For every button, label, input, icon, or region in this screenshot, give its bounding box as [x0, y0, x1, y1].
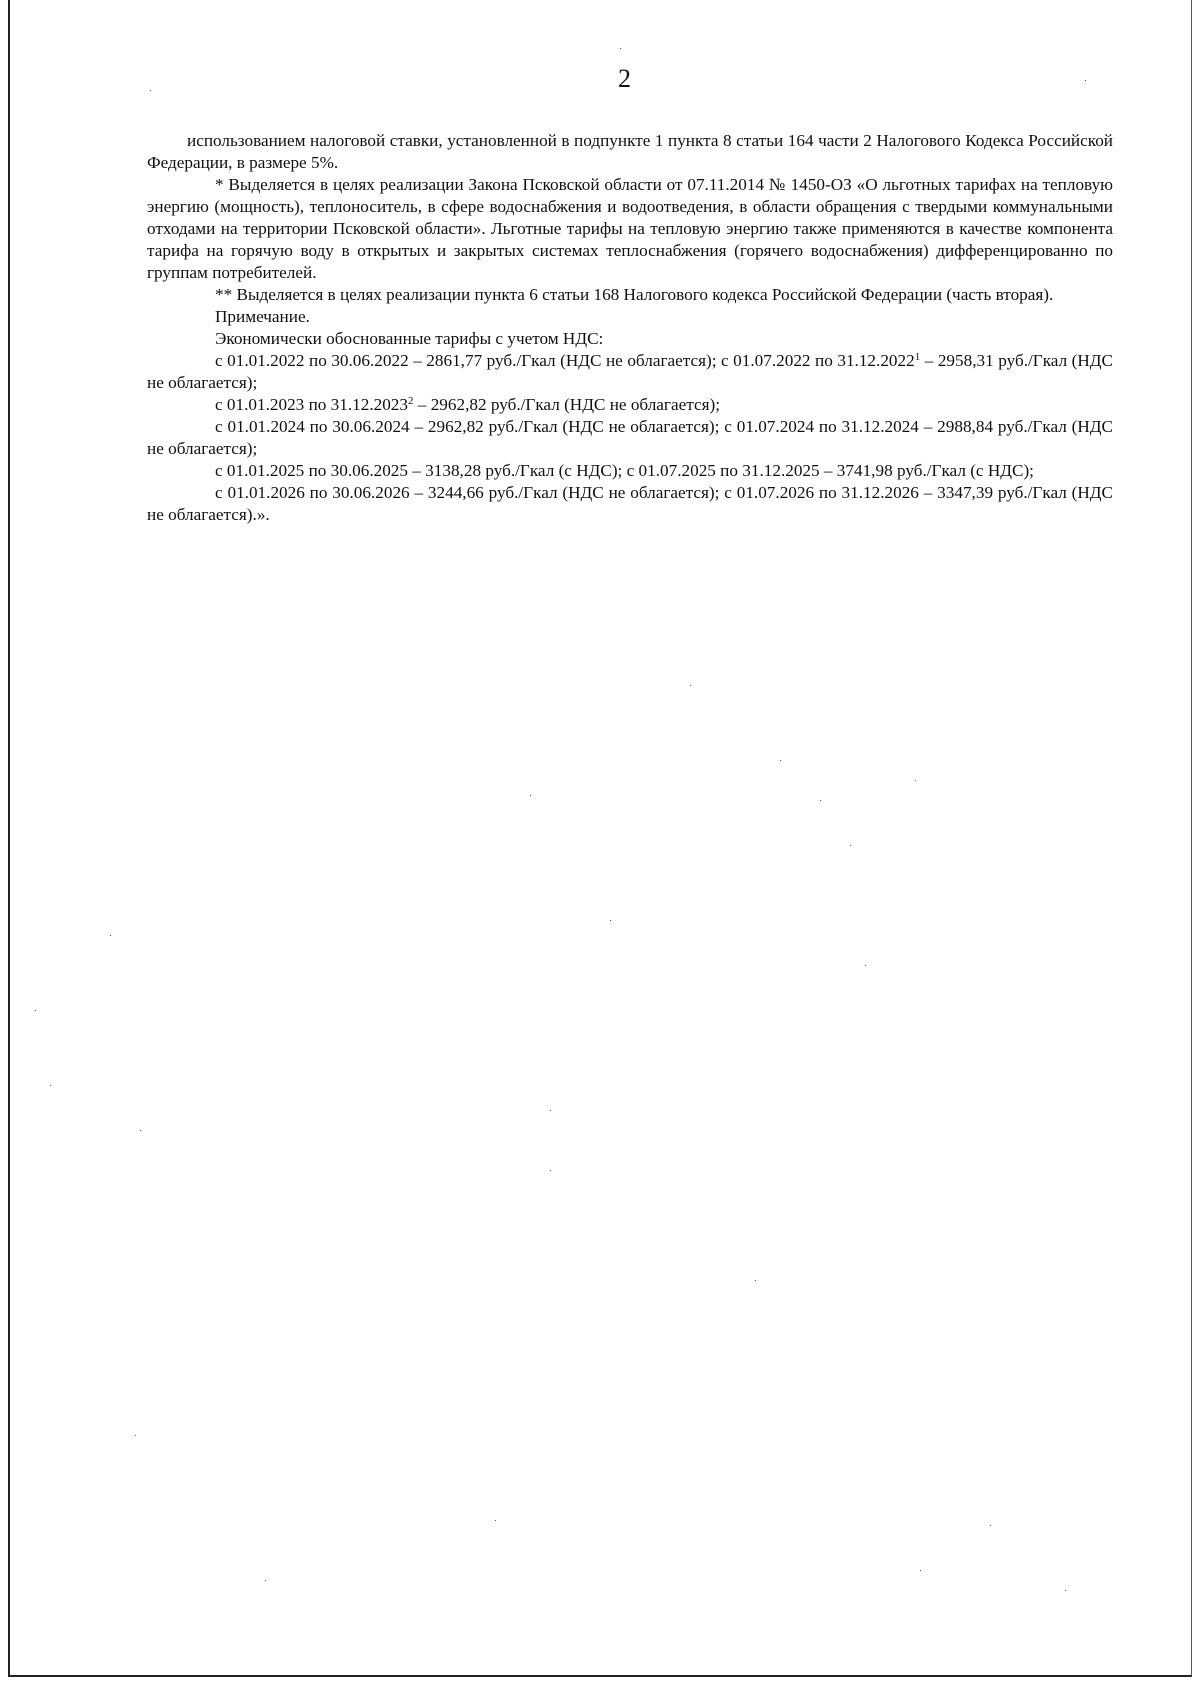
scan-speck — [780, 760, 781, 761]
footnote-mark-2: 2 — [408, 395, 414, 407]
document-body — [147, 130, 1113, 526]
tariff-line-2022 — [147, 350, 1113, 394]
scan-speck — [990, 1525, 991, 1526]
scan-speck — [140, 1130, 141, 1131]
scan-speck — [550, 1170, 551, 1171]
footnote-mark-1: 1 — [914, 351, 921, 363]
scan-speck — [135, 1435, 136, 1436]
scan-speck — [920, 1570, 921, 1571]
scan-speck — [690, 685, 691, 686]
scan-speck — [495, 1520, 496, 1521]
scan-speck — [915, 780, 916, 781]
tariff-2023-text-b: – 2962,82 руб./Гкал (НДС не облагается); — [413, 395, 720, 414]
scan-speck — [1065, 1590, 1066, 1591]
note-heading: Примечание. — [215, 307, 310, 326]
scan-speck — [265, 1580, 266, 1581]
document-page — [8, 0, 1192, 1677]
note-intro: Экономически обоснованные тарифы с учетом НДС: — [215, 329, 604, 348]
scan-speck — [610, 920, 611, 921]
scan-speck — [820, 800, 821, 801]
page-number: 2 — [618, 64, 631, 93]
scan-speck — [35, 1010, 36, 1011]
tariff-line-2024: с 01.01.2024 по 30.06.2024 – 2962,82 руб./Гкал (НДС не облагается); с 01.07.2024 по 31.12.2024 – 2988,84 руб./Гкал (НДС не облагается); — [147, 417, 1113, 458]
tariff-line-2023 — [147, 394, 1113, 416]
tariff-line-2025: с 01.01.2025 по 30.06.2025 – 3138,28 руб./Гкал (с НДС); с 01.07.2025 по 31.12.2025 – 3741,98 руб./Гкал (с НДС); — [215, 461, 1034, 480]
scan-speck — [150, 90, 151, 91]
scan-speck — [50, 1085, 51, 1086]
scan-speck — [1085, 80, 1086, 81]
scan-speck — [850, 845, 851, 846]
scan-speck — [620, 48, 621, 49]
tariff-2023-text-a: с 01.01.2023 по 31.12.2023 — [215, 395, 408, 414]
scan-speck — [550, 1110, 551, 1111]
footnote-single-asterisk: * Выделяется в целях реализации Закона Псковской области от 07.11.2014 № 1450-ОЗ «О льготных тарифах на тепловую энергию (мощность), теплоноситель, в сфере водоснабжения и водоотведения, в области обращения с твердыми коммунальными отходами на территории Псковской области». Льготные тарифы на тепловую энергию также применяются в качестве компонента тарифа на горячую воду в открытых и закрытых системах теплоснабжения (горячего водоснабжения) дифференцированно по группам потребителей. — [147, 175, 1113, 282]
scan-speck — [530, 795, 531, 796]
footnote-double-asterisk: ** Выделяется в целях реализации пункта 6 статьи 168 Налогового кодекса Российской Федерации (часть вторая). — [215, 285, 1054, 304]
tariff-2022-text-b: – 2958,31 руб./Гкал (НДС не облагается); — [147, 351, 1113, 392]
scan-speck — [110, 935, 111, 936]
tariff-2022-text-a: с 01.01.2022 по 30.06.2022 – 2861,77 руб./Гкал (НДС не облагается); с 01.07.2022 по 31.12.2022 — [215, 351, 915, 370]
tariff-line-2026: с 01.01.2026 по 30.06.2026 – 3244,66 руб./Гкал (НДС не облагается); с 01.07.2026 по 31.12.2026 – 3347,39 руб./Гкал (НДС не облагается).». — [147, 483, 1113, 524]
scan-speck — [865, 965, 866, 966]
scan-speck — [755, 1280, 756, 1281]
paragraph-tax-rate: использованием налоговой ставки, установленной в подпункте 1 пункта 8 статьи 164 части 2 Налогового Кодекса Российской Федерации, в размере 5%. — [147, 131, 1113, 172]
